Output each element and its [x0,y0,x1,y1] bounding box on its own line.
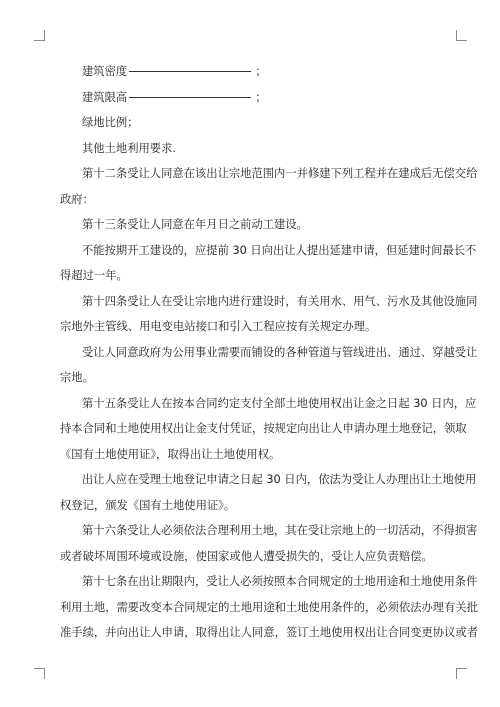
crop-mark-bottom-left [34,668,45,679]
text-line: 第十三条受让人同意在年月日之前动工建设。 [82,218,308,231]
field-label: 建筑限高 [82,90,128,104]
text-line: 第十二条受让人同意在该出让宗地范围内一并修建下列工程并在建成后无偿交给 [82,167,478,180]
form-field-line [60,85,445,111]
field-terminator: ； [255,65,267,78]
text-line: 第十四条受让人在受让宗地内进行建设时，有关用水、用气、污水及其他设施同 [82,294,478,308]
text-line: 《国有土地使用证》，取得出让土地使用权。 [60,447,281,461]
field-label: 建筑密度 [82,65,128,78]
text-line: 持本合同和土地使用权出让金支付凭证，按规定向出让人申请办理土地登记，领取 [60,422,467,435]
text-line: 准手续，并向出让人申请，取得出让人同意，签订土地使用权出让合同变更协议或者 [60,626,478,639]
text-line: 第十七条在出让期限内，受让人必须按照本合同规定的土地用途和土地使用条件 [82,575,478,588]
crop-mark-top-right [456,30,467,41]
text-line: 不能按期开工建设的，应提前 30 日向出让人提出延建申请，但延建时间最长不 [82,243,477,257]
text-line: 政府： [60,192,94,206]
text-line: 宗地外主管线、用电变电站接口和引入工程应按有关规定办理。 [60,320,377,333]
text-line: 其他土地利用要求. [82,141,176,155]
crop-mark-bottom-right [456,668,467,679]
text-line: 受让人同意政府为公用事业需要而铺设的各种管道与管线进出、通过、穿越受让 [82,345,478,359]
text-line: 宗地。 [60,371,94,384]
text-line: 第十五条受让人在按本合同约定支付全部土地使用权出让金之日起 30 日内，应 [82,396,477,410]
document-page [60,59,478,646]
form-field-line [60,59,445,85]
text-line: 第十六条受让人必须依法合理利用土地，其在受让宗地上的一切活动，不得损害 [82,524,478,537]
text-line: 权登记，颁发《国有土地使用证》。 [60,498,236,512]
text-line: 绿地比例； [82,116,139,129]
field-terminator: ； [255,90,267,104]
crop-mark-top-left [34,30,45,41]
text-line: 或者破坏周围环境或设施，使国家或他人遭受损失的，受让人应负责赔偿。 [60,549,433,563]
text-line: 利用土地，需要改变本合同规定的土地用途和土地使用条件的，必须依法办理有关批 [60,600,478,614]
fill-in-blank [129,85,251,98]
fill-in-blank [129,59,251,72]
text-line: 出让人应在受理土地登记申请之日起 30 日内，依法为受让人办理出让土地使用 [82,473,477,486]
text-line: 得超过一年。 [60,269,128,282]
